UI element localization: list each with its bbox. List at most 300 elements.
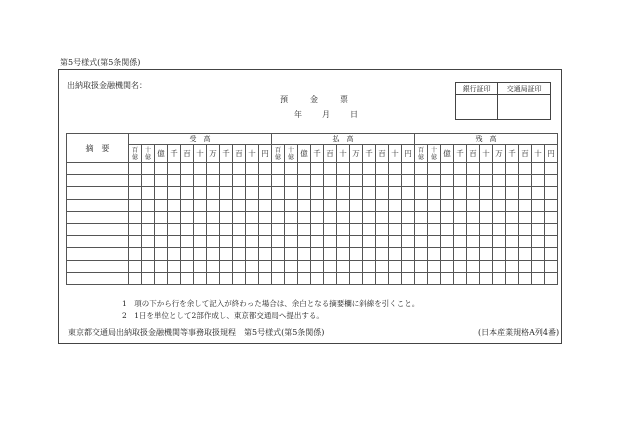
amount-digit-cell[interactable] bbox=[142, 211, 155, 223]
amount-digit-cell[interactable] bbox=[454, 199, 467, 211]
amount-digit-cell[interactable] bbox=[363, 248, 376, 260]
amount-digit-cell[interactable] bbox=[493, 272, 506, 284]
amount-digit-cell[interactable] bbox=[246, 199, 259, 211]
amount-digit-cell[interactable] bbox=[363, 272, 376, 284]
amount-digit-cell[interactable] bbox=[155, 248, 168, 260]
amount-digit-cell[interactable] bbox=[519, 236, 532, 248]
amount-digit-cell[interactable] bbox=[220, 248, 233, 260]
amount-digit-cell[interactable] bbox=[480, 187, 493, 199]
amount-digit-cell[interactable] bbox=[493, 199, 506, 211]
amount-digit-cell[interactable] bbox=[415, 272, 428, 284]
amount-digit-cell[interactable] bbox=[545, 163, 558, 175]
amount-digit-cell[interactable] bbox=[519, 175, 532, 187]
amount-digit-cell[interactable] bbox=[480, 272, 493, 284]
amount-digit-cell[interactable] bbox=[259, 223, 272, 235]
amount-digit-cell[interactable] bbox=[129, 175, 142, 187]
amount-digit-cell[interactable] bbox=[454, 236, 467, 248]
amount-digit-cell[interactable] bbox=[285, 223, 298, 235]
amount-digit-cell[interactable] bbox=[467, 272, 480, 284]
amount-digit-cell[interactable] bbox=[454, 187, 467, 199]
amount-digit-cell[interactable] bbox=[155, 223, 168, 235]
amount-digit-cell[interactable] bbox=[454, 163, 467, 175]
amount-digit-cell[interactable] bbox=[415, 163, 428, 175]
amount-digit-cell[interactable] bbox=[246, 223, 259, 235]
amount-digit-cell[interactable] bbox=[350, 163, 363, 175]
amount-digit-cell[interactable] bbox=[545, 175, 558, 187]
amount-digit-cell[interactable] bbox=[220, 272, 233, 284]
amount-digit-cell[interactable] bbox=[272, 223, 285, 235]
amount-digit-cell[interactable] bbox=[168, 260, 181, 272]
amount-digit-cell[interactable] bbox=[259, 236, 272, 248]
amount-digit-cell[interactable] bbox=[142, 187, 155, 199]
amount-digit-cell[interactable] bbox=[454, 175, 467, 187]
amount-digit-cell[interactable] bbox=[285, 260, 298, 272]
amount-digit-cell[interactable] bbox=[428, 236, 441, 248]
amount-digit-cell[interactable] bbox=[337, 211, 350, 223]
amount-digit-cell[interactable] bbox=[480, 248, 493, 260]
amount-digit-cell[interactable] bbox=[415, 199, 428, 211]
amount-digit-cell[interactable] bbox=[441, 248, 454, 260]
amount-digit-cell[interactable] bbox=[493, 211, 506, 223]
amount-digit-cell[interactable] bbox=[337, 260, 350, 272]
amount-digit-cell[interactable] bbox=[506, 260, 519, 272]
amount-digit-cell[interactable] bbox=[480, 199, 493, 211]
amount-digit-cell[interactable] bbox=[142, 163, 155, 175]
amount-digit-cell[interactable] bbox=[376, 163, 389, 175]
amount-digit-cell[interactable] bbox=[233, 211, 246, 223]
amount-digit-cell[interactable] bbox=[480, 175, 493, 187]
amount-digit-cell[interactable] bbox=[545, 260, 558, 272]
amount-digit-cell[interactable] bbox=[155, 272, 168, 284]
amount-digit-cell[interactable] bbox=[441, 236, 454, 248]
amount-digit-cell[interactable] bbox=[532, 260, 545, 272]
amount-digit-cell[interactable] bbox=[272, 236, 285, 248]
amount-digit-cell[interactable] bbox=[363, 211, 376, 223]
amount-digit-cell[interactable] bbox=[402, 272, 415, 284]
amount-digit-cell[interactable] bbox=[493, 260, 506, 272]
amount-digit-cell[interactable] bbox=[194, 236, 207, 248]
amount-digit-cell[interactable] bbox=[272, 175, 285, 187]
amount-digit-cell[interactable] bbox=[207, 187, 220, 199]
transport-stamp-box[interactable] bbox=[498, 95, 551, 120]
amount-digit-cell[interactable] bbox=[532, 211, 545, 223]
amount-digit-cell[interactable] bbox=[428, 163, 441, 175]
amount-digit-cell[interactable] bbox=[467, 260, 480, 272]
amount-digit-cell[interactable] bbox=[142, 223, 155, 235]
amount-digit-cell[interactable] bbox=[467, 175, 480, 187]
amount-digit-cell[interactable] bbox=[311, 272, 324, 284]
amount-digit-cell[interactable] bbox=[207, 272, 220, 284]
amount-digit-cell[interactable] bbox=[441, 163, 454, 175]
amount-digit-cell[interactable] bbox=[350, 260, 363, 272]
amount-digit-cell[interactable] bbox=[194, 175, 207, 187]
amount-digit-cell[interactable] bbox=[363, 236, 376, 248]
amount-digit-cell[interactable] bbox=[441, 211, 454, 223]
amount-digit-cell[interactable] bbox=[389, 272, 402, 284]
amount-digit-cell[interactable] bbox=[168, 211, 181, 223]
amount-digit-cell[interactable] bbox=[311, 199, 324, 211]
amount-digit-cell[interactable] bbox=[129, 211, 142, 223]
amount-digit-cell[interactable] bbox=[181, 199, 194, 211]
amount-digit-cell[interactable] bbox=[532, 187, 545, 199]
amount-digit-cell[interactable] bbox=[285, 248, 298, 260]
amount-digit-cell[interactable] bbox=[142, 175, 155, 187]
amount-digit-cell[interactable] bbox=[233, 248, 246, 260]
amount-digit-cell[interactable] bbox=[519, 163, 532, 175]
amount-digit-cell[interactable] bbox=[454, 272, 467, 284]
amount-digit-cell[interactable] bbox=[376, 187, 389, 199]
amount-digit-cell[interactable] bbox=[168, 223, 181, 235]
amount-digit-cell[interactable] bbox=[415, 236, 428, 248]
amount-digit-cell[interactable] bbox=[298, 199, 311, 211]
amount-digit-cell[interactable] bbox=[402, 187, 415, 199]
amount-digit-cell[interactable] bbox=[272, 260, 285, 272]
amount-digit-cell[interactable] bbox=[298, 187, 311, 199]
amount-digit-cell[interactable] bbox=[324, 199, 337, 211]
amount-digit-cell[interactable] bbox=[441, 223, 454, 235]
amount-digit-cell[interactable] bbox=[350, 187, 363, 199]
amount-digit-cell[interactable] bbox=[467, 199, 480, 211]
amount-digit-cell[interactable] bbox=[441, 260, 454, 272]
amount-digit-cell[interactable] bbox=[402, 175, 415, 187]
amount-digit-cell[interactable] bbox=[402, 199, 415, 211]
amount-digit-cell[interactable] bbox=[350, 272, 363, 284]
amount-digit-cell[interactable] bbox=[246, 272, 259, 284]
amount-digit-cell[interactable] bbox=[428, 260, 441, 272]
amount-digit-cell[interactable] bbox=[467, 236, 480, 248]
amount-digit-cell[interactable] bbox=[246, 248, 259, 260]
memo-cell[interactable] bbox=[67, 260, 129, 272]
memo-cell[interactable] bbox=[67, 272, 129, 284]
amount-digit-cell[interactable] bbox=[402, 248, 415, 260]
amount-digit-cell[interactable] bbox=[545, 211, 558, 223]
amount-digit-cell[interactable] bbox=[181, 211, 194, 223]
amount-digit-cell[interactable] bbox=[519, 187, 532, 199]
amount-digit-cell[interactable] bbox=[389, 199, 402, 211]
amount-digit-cell[interactable] bbox=[142, 199, 155, 211]
amount-digit-cell[interactable] bbox=[324, 260, 337, 272]
amount-digit-cell[interactable] bbox=[311, 260, 324, 272]
amount-digit-cell[interactable] bbox=[402, 163, 415, 175]
amount-digit-cell[interactable] bbox=[298, 163, 311, 175]
amount-digit-cell[interactable] bbox=[415, 211, 428, 223]
amount-digit-cell[interactable] bbox=[480, 236, 493, 248]
amount-digit-cell[interactable] bbox=[493, 248, 506, 260]
amount-digit-cell[interactable] bbox=[402, 236, 415, 248]
amount-digit-cell[interactable] bbox=[285, 272, 298, 284]
amount-digit-cell[interactable] bbox=[272, 163, 285, 175]
amount-digit-cell[interactable] bbox=[532, 236, 545, 248]
amount-digit-cell[interactable] bbox=[181, 236, 194, 248]
amount-digit-cell[interactable] bbox=[428, 199, 441, 211]
amount-digit-cell[interactable] bbox=[506, 187, 519, 199]
amount-digit-cell[interactable] bbox=[324, 163, 337, 175]
amount-digit-cell[interactable] bbox=[233, 187, 246, 199]
amount-digit-cell[interactable] bbox=[415, 175, 428, 187]
amount-digit-cell[interactable] bbox=[402, 260, 415, 272]
amount-digit-cell[interactable] bbox=[428, 175, 441, 187]
amount-digit-cell[interactable] bbox=[142, 260, 155, 272]
amount-digit-cell[interactable] bbox=[194, 199, 207, 211]
amount-digit-cell[interactable] bbox=[519, 223, 532, 235]
amount-digit-cell[interactable] bbox=[233, 223, 246, 235]
memo-cell[interactable] bbox=[67, 236, 129, 248]
amount-digit-cell[interactable] bbox=[207, 199, 220, 211]
amount-digit-cell[interactable] bbox=[207, 163, 220, 175]
amount-digit-cell[interactable] bbox=[480, 163, 493, 175]
amount-digit-cell[interactable] bbox=[311, 223, 324, 235]
amount-digit-cell[interactable] bbox=[220, 236, 233, 248]
amount-digit-cell[interactable] bbox=[337, 272, 350, 284]
amount-digit-cell[interactable] bbox=[181, 163, 194, 175]
amount-digit-cell[interactable] bbox=[129, 248, 142, 260]
amount-digit-cell[interactable] bbox=[337, 236, 350, 248]
amount-digit-cell[interactable] bbox=[532, 175, 545, 187]
amount-digit-cell[interactable] bbox=[142, 236, 155, 248]
amount-digit-cell[interactable] bbox=[259, 248, 272, 260]
amount-digit-cell[interactable] bbox=[389, 223, 402, 235]
amount-digit-cell[interactable] bbox=[259, 175, 272, 187]
amount-digit-cell[interactable] bbox=[233, 236, 246, 248]
amount-digit-cell[interactable] bbox=[155, 211, 168, 223]
amount-digit-cell[interactable] bbox=[402, 211, 415, 223]
amount-digit-cell[interactable] bbox=[155, 187, 168, 199]
amount-digit-cell[interactable] bbox=[194, 272, 207, 284]
amount-digit-cell[interactable] bbox=[272, 199, 285, 211]
amount-digit-cell[interactable] bbox=[519, 199, 532, 211]
amount-digit-cell[interactable] bbox=[220, 223, 233, 235]
amount-digit-cell[interactable] bbox=[311, 187, 324, 199]
amount-digit-cell[interactable] bbox=[428, 272, 441, 284]
amount-digit-cell[interactable] bbox=[428, 187, 441, 199]
memo-cell[interactable] bbox=[67, 175, 129, 187]
amount-digit-cell[interactable] bbox=[259, 163, 272, 175]
amount-digit-cell[interactable] bbox=[259, 211, 272, 223]
amount-digit-cell[interactable] bbox=[493, 163, 506, 175]
amount-digit-cell[interactable] bbox=[272, 272, 285, 284]
memo-cell[interactable] bbox=[67, 187, 129, 199]
amount-digit-cell[interactable] bbox=[298, 272, 311, 284]
amount-digit-cell[interactable] bbox=[350, 211, 363, 223]
amount-digit-cell[interactable] bbox=[389, 163, 402, 175]
amount-digit-cell[interactable] bbox=[246, 187, 259, 199]
amount-digit-cell[interactable] bbox=[467, 163, 480, 175]
amount-digit-cell[interactable] bbox=[194, 260, 207, 272]
amount-digit-cell[interactable] bbox=[181, 260, 194, 272]
amount-digit-cell[interactable] bbox=[259, 260, 272, 272]
amount-digit-cell[interactable] bbox=[168, 272, 181, 284]
amount-digit-cell[interactable] bbox=[298, 236, 311, 248]
amount-digit-cell[interactable] bbox=[350, 199, 363, 211]
amount-digit-cell[interactable] bbox=[545, 272, 558, 284]
amount-digit-cell[interactable] bbox=[220, 211, 233, 223]
amount-digit-cell[interactable] bbox=[376, 223, 389, 235]
amount-digit-cell[interactable] bbox=[207, 248, 220, 260]
amount-digit-cell[interactable] bbox=[298, 175, 311, 187]
amount-digit-cell[interactable] bbox=[168, 163, 181, 175]
amount-digit-cell[interactable] bbox=[129, 187, 142, 199]
amount-digit-cell[interactable] bbox=[337, 199, 350, 211]
amount-digit-cell[interactable] bbox=[519, 272, 532, 284]
amount-digit-cell[interactable] bbox=[155, 236, 168, 248]
bank-stamp-box[interactable] bbox=[456, 95, 498, 120]
amount-digit-cell[interactable] bbox=[311, 211, 324, 223]
amount-digit-cell[interactable] bbox=[389, 260, 402, 272]
amount-digit-cell[interactable] bbox=[441, 272, 454, 284]
amount-digit-cell[interactable] bbox=[467, 211, 480, 223]
memo-cell[interactable] bbox=[67, 211, 129, 223]
amount-digit-cell[interactable] bbox=[480, 260, 493, 272]
amount-digit-cell[interactable] bbox=[324, 236, 337, 248]
amount-digit-cell[interactable] bbox=[389, 236, 402, 248]
amount-digit-cell[interactable] bbox=[181, 187, 194, 199]
amount-digit-cell[interactable] bbox=[181, 272, 194, 284]
amount-digit-cell[interactable] bbox=[428, 223, 441, 235]
amount-digit-cell[interactable] bbox=[311, 163, 324, 175]
amount-digit-cell[interactable] bbox=[389, 175, 402, 187]
amount-digit-cell[interactable] bbox=[376, 236, 389, 248]
amount-digit-cell[interactable] bbox=[129, 236, 142, 248]
amount-digit-cell[interactable] bbox=[285, 163, 298, 175]
amount-digit-cell[interactable] bbox=[363, 223, 376, 235]
amount-digit-cell[interactable] bbox=[532, 223, 545, 235]
amount-digit-cell[interactable] bbox=[233, 260, 246, 272]
amount-digit-cell[interactable] bbox=[415, 223, 428, 235]
amount-digit-cell[interactable] bbox=[285, 199, 298, 211]
amount-digit-cell[interactable] bbox=[246, 260, 259, 272]
amount-digit-cell[interactable] bbox=[298, 223, 311, 235]
amount-digit-cell[interactable] bbox=[545, 248, 558, 260]
amount-digit-cell[interactable] bbox=[389, 211, 402, 223]
amount-digit-cell[interactable] bbox=[220, 175, 233, 187]
amount-digit-cell[interactable] bbox=[207, 236, 220, 248]
amount-digit-cell[interactable] bbox=[324, 248, 337, 260]
amount-digit-cell[interactable] bbox=[246, 211, 259, 223]
amount-digit-cell[interactable] bbox=[506, 272, 519, 284]
amount-digit-cell[interactable] bbox=[142, 272, 155, 284]
amount-digit-cell[interactable] bbox=[272, 248, 285, 260]
amount-digit-cell[interactable] bbox=[298, 211, 311, 223]
amount-digit-cell[interactable] bbox=[493, 236, 506, 248]
amount-digit-cell[interactable] bbox=[207, 260, 220, 272]
memo-cell[interactable] bbox=[67, 163, 129, 175]
amount-digit-cell[interactable] bbox=[259, 272, 272, 284]
amount-digit-cell[interactable] bbox=[207, 175, 220, 187]
amount-digit-cell[interactable] bbox=[376, 199, 389, 211]
amount-digit-cell[interactable] bbox=[220, 199, 233, 211]
amount-digit-cell[interactable] bbox=[129, 223, 142, 235]
amount-digit-cell[interactable] bbox=[350, 248, 363, 260]
amount-digit-cell[interactable] bbox=[376, 248, 389, 260]
amount-digit-cell[interactable] bbox=[363, 163, 376, 175]
amount-digit-cell[interactable] bbox=[246, 175, 259, 187]
amount-digit-cell[interactable] bbox=[259, 187, 272, 199]
amount-digit-cell[interactable] bbox=[324, 187, 337, 199]
amount-digit-cell[interactable] bbox=[259, 199, 272, 211]
amount-digit-cell[interactable] bbox=[467, 248, 480, 260]
amount-digit-cell[interactable] bbox=[506, 236, 519, 248]
amount-digit-cell[interactable] bbox=[519, 248, 532, 260]
amount-digit-cell[interactable] bbox=[155, 260, 168, 272]
amount-digit-cell[interactable] bbox=[493, 175, 506, 187]
amount-digit-cell[interactable] bbox=[519, 211, 532, 223]
amount-digit-cell[interactable] bbox=[220, 163, 233, 175]
amount-digit-cell[interactable] bbox=[285, 187, 298, 199]
amount-digit-cell[interactable] bbox=[519, 260, 532, 272]
amount-digit-cell[interactable] bbox=[376, 211, 389, 223]
amount-digit-cell[interactable] bbox=[337, 175, 350, 187]
amount-digit-cell[interactable] bbox=[532, 272, 545, 284]
amount-digit-cell[interactable] bbox=[233, 175, 246, 187]
amount-digit-cell[interactable] bbox=[324, 211, 337, 223]
amount-digit-cell[interactable] bbox=[181, 248, 194, 260]
amount-digit-cell[interactable] bbox=[220, 260, 233, 272]
amount-digit-cell[interactable] bbox=[194, 211, 207, 223]
amount-digit-cell[interactable] bbox=[480, 211, 493, 223]
amount-digit-cell[interactable] bbox=[428, 248, 441, 260]
amount-digit-cell[interactable] bbox=[168, 187, 181, 199]
amount-digit-cell[interactable] bbox=[324, 223, 337, 235]
amount-digit-cell[interactable] bbox=[363, 187, 376, 199]
amount-digit-cell[interactable] bbox=[298, 260, 311, 272]
memo-cell[interactable] bbox=[67, 248, 129, 260]
amount-digit-cell[interactable] bbox=[233, 163, 246, 175]
amount-digit-cell[interactable] bbox=[142, 248, 155, 260]
amount-digit-cell[interactable] bbox=[441, 175, 454, 187]
amount-digit-cell[interactable] bbox=[233, 272, 246, 284]
amount-digit-cell[interactable] bbox=[168, 236, 181, 248]
amount-digit-cell[interactable] bbox=[493, 187, 506, 199]
memo-cell[interactable] bbox=[67, 199, 129, 211]
amount-digit-cell[interactable] bbox=[506, 211, 519, 223]
amount-digit-cell[interactable] bbox=[467, 223, 480, 235]
amount-digit-cell[interactable] bbox=[337, 223, 350, 235]
amount-digit-cell[interactable] bbox=[428, 211, 441, 223]
amount-digit-cell[interactable] bbox=[480, 223, 493, 235]
amount-digit-cell[interactable] bbox=[207, 211, 220, 223]
amount-digit-cell[interactable] bbox=[220, 187, 233, 199]
amount-digit-cell[interactable] bbox=[311, 248, 324, 260]
amount-digit-cell[interactable] bbox=[337, 187, 350, 199]
amount-digit-cell[interactable] bbox=[194, 187, 207, 199]
amount-digit-cell[interactable] bbox=[298, 248, 311, 260]
amount-digit-cell[interactable] bbox=[168, 248, 181, 260]
amount-digit-cell[interactable] bbox=[129, 260, 142, 272]
amount-digit-cell[interactable] bbox=[155, 175, 168, 187]
amount-digit-cell[interactable] bbox=[181, 223, 194, 235]
amount-digit-cell[interactable] bbox=[415, 248, 428, 260]
amount-digit-cell[interactable] bbox=[415, 260, 428, 272]
amount-digit-cell[interactable] bbox=[389, 187, 402, 199]
amount-digit-cell[interactable] bbox=[493, 223, 506, 235]
amount-digit-cell[interactable] bbox=[311, 236, 324, 248]
amount-digit-cell[interactable] bbox=[194, 248, 207, 260]
amount-digit-cell[interactable] bbox=[272, 211, 285, 223]
amount-digit-cell[interactable] bbox=[545, 199, 558, 211]
amount-digit-cell[interactable] bbox=[454, 248, 467, 260]
amount-digit-cell[interactable] bbox=[337, 163, 350, 175]
amount-digit-cell[interactable] bbox=[441, 199, 454, 211]
amount-digit-cell[interactable] bbox=[350, 175, 363, 187]
amount-digit-cell[interactable] bbox=[285, 175, 298, 187]
amount-digit-cell[interactable] bbox=[506, 175, 519, 187]
amount-digit-cell[interactable] bbox=[389, 248, 402, 260]
amount-digit-cell[interactable] bbox=[168, 199, 181, 211]
amount-digit-cell[interactable] bbox=[532, 163, 545, 175]
amount-digit-cell[interactable] bbox=[155, 199, 168, 211]
amount-digit-cell[interactable] bbox=[532, 248, 545, 260]
amount-digit-cell[interactable] bbox=[324, 175, 337, 187]
